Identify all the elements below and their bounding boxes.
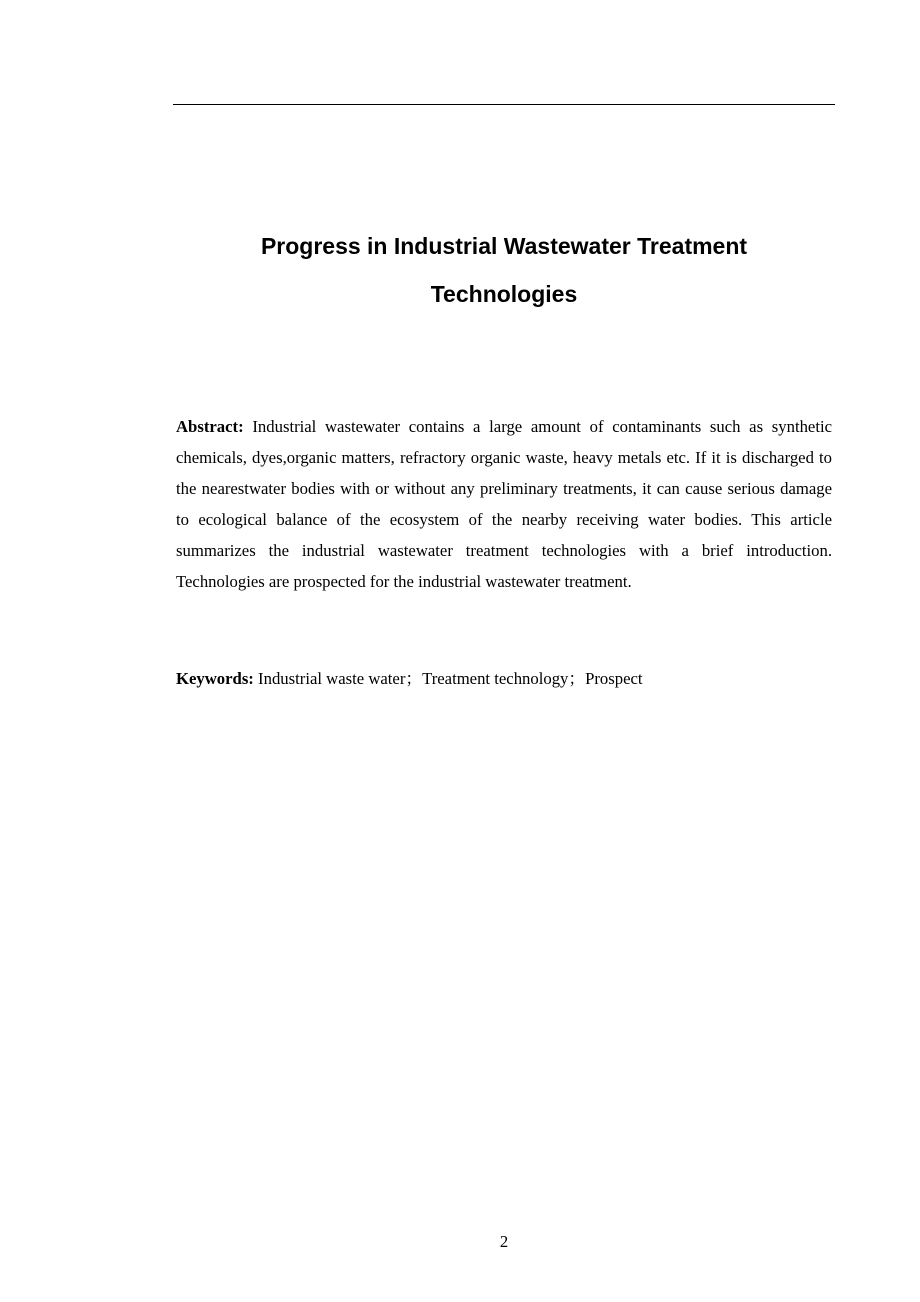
keywords-line <box>176 663 832 694</box>
abstract-paragraph <box>176 411 832 597</box>
title-line-1: Progress in Industrial Wastewater Treatment <box>260 233 748 259</box>
abstract-label: Abstract: <box>176 417 244 436</box>
keywords-text: Industrial waste water；Treatment technology；Prospect <box>258 669 643 688</box>
keywords-label: Keywords: <box>176 669 254 688</box>
page-number: 2 <box>499 1232 509 1251</box>
abstract-text: Industrial wastewater contains a large amount of contaminants such as synthetic chemicals, dyes,organic matters, refractory organic waste, heavy metals etc. If it is discharged to the nearestwater bodies with or without any preliminary treatments, it can cause serious damage to ecological balance of the ecosystem of the nearby receiving water bodies. This article summarizes the industrial wastewater treatment technologies with a brief introduction. Technologies are prospected for the industrial wastewater treatment. <box>176 417 833 591</box>
header-rule <box>173 104 835 105</box>
title-line-2: Technologies <box>430 281 578 307</box>
paper-title <box>173 222 835 318</box>
